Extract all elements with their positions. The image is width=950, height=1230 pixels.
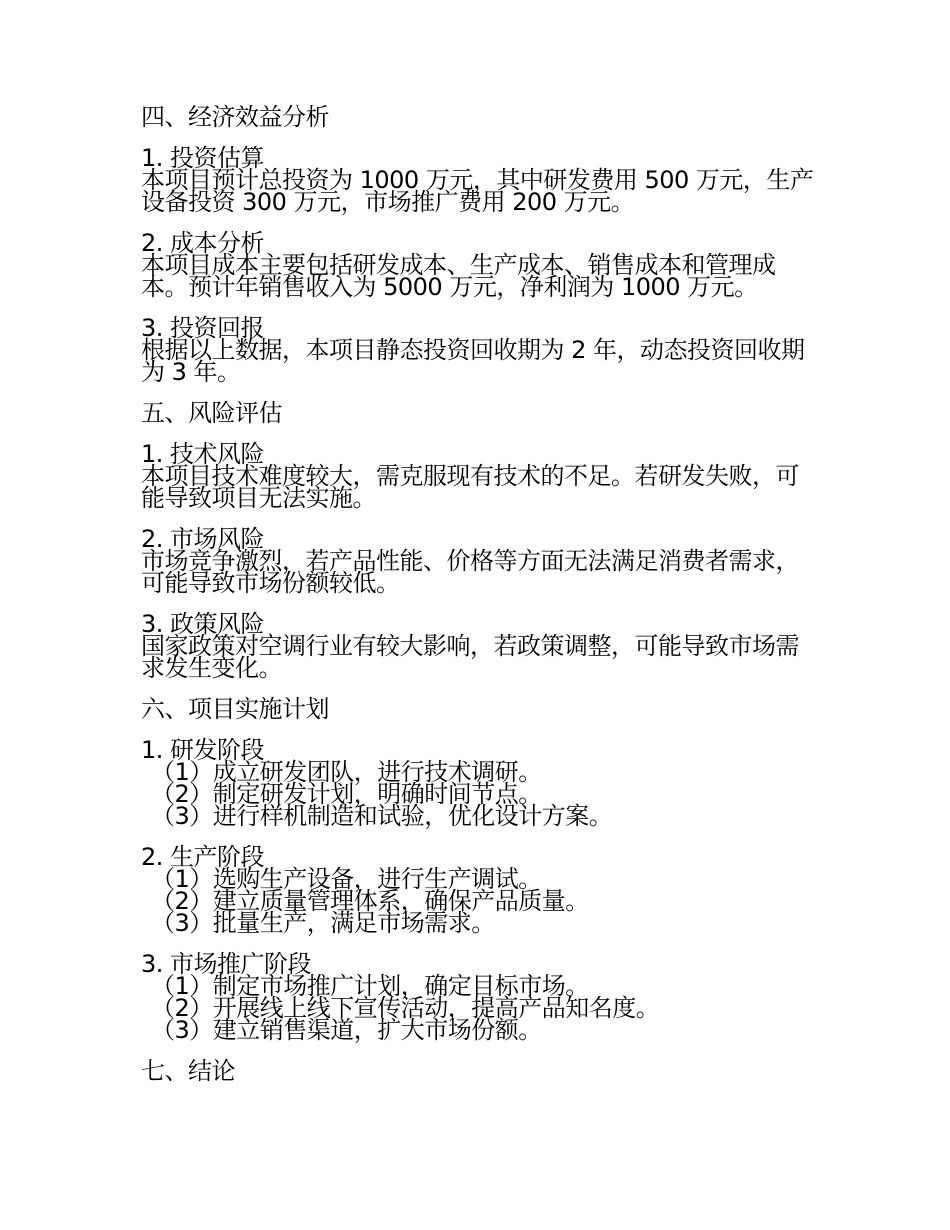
list-item: （1）成立研发团队，进行技术调研。	[151, 758, 542, 786]
section-heading-implementation-plan: 六、项目实施计划	[141, 695, 329, 723]
block-investment-return	[141, 314, 821, 386]
block-investment-estimate	[141, 144, 821, 216]
list-item: （3）批量生产，满足市场需求。	[151, 909, 495, 937]
block-marketing-phase	[141, 950, 821, 1044]
list-item: （2）建立质量管理体系，确保产品质量。	[151, 887, 589, 915]
section-heading-risk-assessment: 五、风险评估	[141, 399, 282, 427]
document-page	[141, 103, 821, 1101]
paragraph-market-risk: 市场竞争激烈，若产品性能、价格等方面无法满足消费者需求，可能导致市场份额较低。	[141, 547, 799, 597]
list-item: （2）制定研发计划，明确时间节点。	[151, 780, 542, 808]
list-item: （3）进行样机制造和试验，优化设计方案。	[151, 802, 613, 830]
block-market-risk	[141, 525, 821, 597]
subheading-rd-phase: 1. 研发阶段	[141, 736, 265, 764]
list-item: （1）选购生产设备，进行生产调试。	[151, 865, 542, 893]
subheading-production-phase: 2. 生产阶段	[141, 843, 265, 871]
paragraph-policy-risk: 国家政策对空调行业有较大影响，若政策调整，可能导致市场需求发生变化。	[141, 632, 799, 682]
subheading-investment-estimate: 1. 投资估算	[141, 144, 265, 172]
subheading-technical-risk: 1. 技术风险	[141, 440, 265, 468]
block-policy-risk	[141, 610, 821, 682]
paragraph-cost-analysis: 本项目成本主要包括研发成本、生产成本、销售成本和管理成本。预计年销售收入为 5000 万元，净利润为 1000 万元。	[141, 251, 776, 301]
block-production-phase	[141, 843, 821, 937]
subheading-market-risk: 2. 市场风险	[141, 525, 265, 553]
block-rd-phase	[141, 736, 821, 830]
block-technical-risk	[141, 440, 821, 512]
subheading-cost-analysis: 2. 成本分析	[141, 229, 265, 257]
subheading-marketing-phase: 3. 市场推广阶段	[141, 950, 312, 978]
block-cost-analysis	[141, 229, 821, 301]
paragraph-investment-return: 根据以上数据，本项目静态投资回收期为 2 年，动态投资回收期为 3 年。	[141, 336, 805, 386]
section-heading-conclusion: 七、结论	[141, 1057, 235, 1085]
paragraph-technical-risk: 本项目技术难度较大，需克服现有技术的不足。若研发失败，可能导致项目无法实施。	[141, 462, 799, 512]
subheading-policy-risk: 3. 政策风险	[141, 610, 265, 638]
section-heading-economic-analysis: 四、经济效益分析	[141, 103, 329, 131]
subheading-investment-return: 3. 投资回报	[141, 314, 265, 342]
list-item: （2）开展线上线下宣传活动，提高产品知名度。	[151, 994, 660, 1022]
list-item: （1）制定市场推广计划，确定目标市场。	[151, 972, 589, 1000]
paragraph-investment-estimate: 本项目预计总投资为 1000 万元，其中研发费用 500 万元，生产设备投资 300 万元，市场推广费用 200 万元。	[141, 166, 814, 216]
list-item: （3）建立销售渠道，扩大市场份额。	[151, 1016, 542, 1044]
